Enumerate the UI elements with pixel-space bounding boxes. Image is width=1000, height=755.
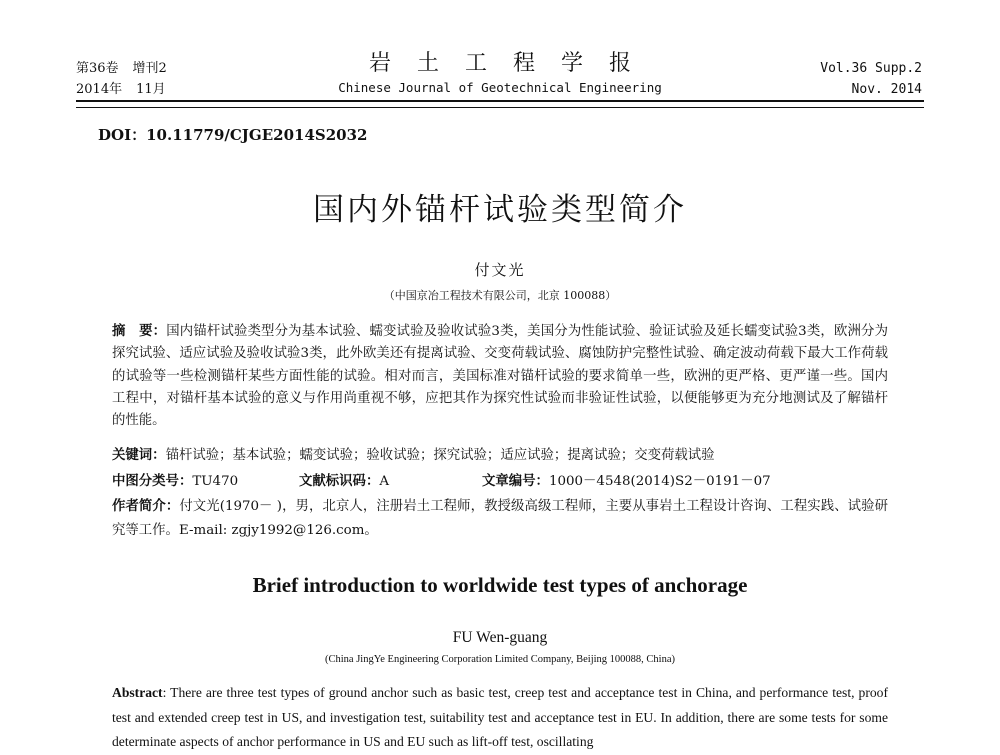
date-en: Nov. 2014 <box>851 82 922 97</box>
journal-name-cn: 岩土工程学报 <box>368 51 657 76</box>
doc-code-label: 文献标识码： <box>299 473 380 489</box>
header-left <box>76 58 167 100</box>
paper-title-en: Brief introduction to worldwide test types of anchorage <box>252 573 748 597</box>
clc-value: TU470 <box>192 474 239 489</box>
doi-line <box>98 124 367 145</box>
abstract-cn-label: 摘 要： <box>112 323 167 339</box>
classification-line <box>112 470 771 489</box>
abstract-cn-text: 国内锚杆试验类型分为基本试验、蠕变试验及验收试验3类，美国分为性能试验、验证试验及延长蠕变试验3类，欧洲分为探究试验、适应试验及验收试验3类，此外欧美还有提离试验、交变荷载试验、腐蚀防护完整性试验、确定波动荷载下最大工作荷载的试验等一些检测锚杆某些方面性能的试验。相对而言，美国标准对锚杆试验的要求简单一些，欧洲的更严格、更严谨一些。国内工程中，对锚杆基本试验的意义与作用尚重视不够，应把其作为探究性试验而非验证性试验，以便能够更为充分地测试及了解锚杆的性能。 <box>112 324 888 429</box>
doi-label: DOI： <box>98 126 147 144</box>
keywords-cn-label: 关键词： <box>112 447 166 463</box>
article-no-label: 文章编号： <box>482 473 549 489</box>
keywords-cn <box>112 444 715 467</box>
header-rule-thin <box>76 107 924 108</box>
affiliation-cn: （中国京冶工程技术有限公司，北京 100088） <box>383 289 617 302</box>
doc-code-value: A <box>379 474 390 489</box>
volume-cn: 第36卷 <box>76 61 119 76</box>
doi-value: 10.11779/CJGE2014S2032 <box>146 126 368 144</box>
clc-label: 中图分类号： <box>112 473 193 489</box>
header-right <box>820 58 922 100</box>
author-cn: 付文光 <box>474 261 526 279</box>
header-rule-thick <box>76 100 924 102</box>
abstract-en-label: Abstract <box>112 685 163 700</box>
bio-label: 作者简介： <box>112 498 180 514</box>
author-en: FU Wen-guang <box>452 629 548 646</box>
bio-text: 付文光(1970－ )，男，北京人，注册岩土工程师，教授级高级工程师，主要从事岩土工程设计咨询、工程实践、试验研究等工作。E-mail: zgjy1992@126.com。 <box>112 499 889 538</box>
abstract-en-text: : There are three test types of ground anchor such as basic test, creep test and acceptance test in China, and performance test, proof test and extended creep test in US, and investigation test, suitability test and acceptance test in EU. In addition, there are some tests for some determinate aspects of anchor performance in US and EU such as lift-off test, oscillating <box>112 685 888 749</box>
header-center <box>300 50 700 98</box>
abstract-en <box>112 681 888 755</box>
year-cn: 2014年 <box>76 82 123 97</box>
author-bio-cn <box>112 494 888 543</box>
journal-name-en: Chinese Journal of Geotechnical Engineering <box>338 80 662 95</box>
paper-title-cn: 国内外锚杆试验类型简介 <box>313 192 687 228</box>
article-no-value: 1000－4548(2014)S2－0191－07 <box>548 474 771 489</box>
keywords-cn-text: 锚杆试验；基本试验；蠕变试验；验收试验；探究试验；适应试验；提离试验；交变荷载试验 <box>165 448 715 463</box>
affiliation-en: (China JingYe Engineering Corporation Limited Company, Beijing 100088, China) <box>325 654 675 665</box>
issue-cn: 增刊2 <box>132 61 167 76</box>
month-cn: 11月 <box>136 82 166 97</box>
volume-en: Vol.36 Supp.2 <box>820 61 922 76</box>
abstract-cn <box>112 320 888 432</box>
